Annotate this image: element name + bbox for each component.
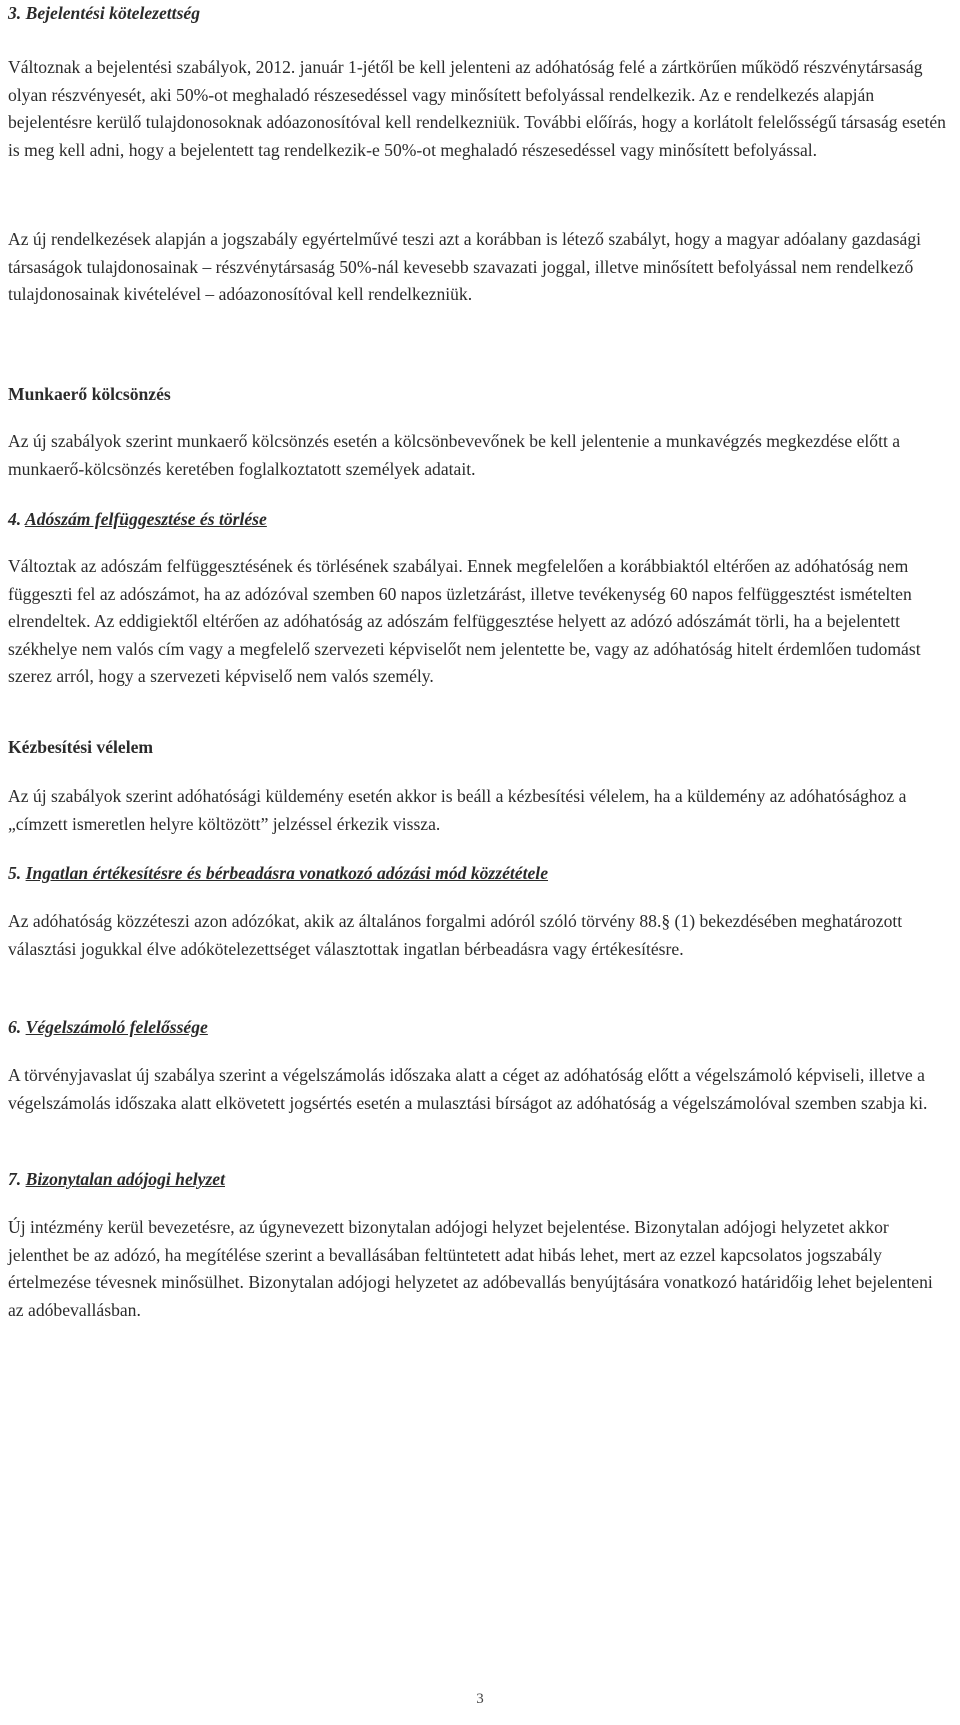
subheading-kezbesitesi: Kézbesítési vélelem bbox=[8, 737, 154, 757]
section-number: 4. bbox=[8, 509, 25, 529]
section-3-heading bbox=[8, 0, 200, 28]
section-4-heading bbox=[8, 506, 267, 534]
section-number: 7. bbox=[8, 1169, 26, 1189]
section-number: 6. bbox=[8, 1017, 26, 1037]
paragraph: Az új szabályok szerint munkaerő kölcsönzés esetén a kölcsönbevevőnek be kell jelentenie a munkavégzés megkezdése előtt a munkaerő-kölcsönzés keretében foglalkoztatott személyek adatait. bbox=[8, 431, 901, 479]
section-number: 5. bbox=[8, 863, 26, 883]
section-title: Bizonytalan adójogi helyzet bbox=[25, 1169, 226, 1189]
paragraph: Változtak az adószám felfüggesztésének és törlésének szabályai. Ennek megfelelően a korábbiaktól eltérően az adóhatóság nem függeszti fel az adószámot, ha az adózóval szemben 60 napos üzletzárást, illetve tevékenység 60 napos felfüggesztést ismételten elrendeltek. Az eddigiektől eltérően az adóhatóság az adószám felfüggesztése helyett az adózó adószámát törli, ha a bejelentett székhelye nem valós cím vagy a megfelelő szervezeti képviselőt nem jelentette be, vagy az adóhatóság hitelt érdemlően tudomást szerez arról, hogy a szervezeti képviselő nem valós személy. bbox=[8, 556, 921, 686]
paragraph: A törvényjavaslat új szabálya szerint a végelszámolás időszaka alatt a céget az adóhatóság előtt a végelszámoló képviseli, illetve a végelszámolás időszaka alatt elkövetett jogsértés esetén a mulasztási bírságot az adóhatóság a végelszámolóval szemben szabja ki. bbox=[8, 1065, 928, 1113]
paragraph: Az új rendelkezések alapján a jogszabály egyértelművé teszi azt a korábban is létező szabályt, hogy a magyar adóalany gazdasági társaságok tulajdonosainak – részvénytársaság 50%-nál kevesebb szavazati joggal, illetve minősített befolyással nem rendelkező tulajdonosainak kivételével – adóazonosítóval kell rendelkezniük. bbox=[8, 229, 922, 304]
paragraph: Az új szabályok szerint adóhatósági küldemény esetén akkor is beáll a kézbesítési vélelem, ha a küldemény az adóhatósághoz a „címzett ismeretlen helyre költözött” jelzéssel érkezik vissza. bbox=[8, 786, 907, 834]
paragraph: Változnak a bejelentési szabályok, 2012. január 1-jétől be kell jelenteni az adóhatóság felé a zártkörűen működő részvénytársaság olyan részvényesét, aki 50%-ot meghaladó részesedéssel vagy minősített befolyással rendelkezik. Az e rendelkezés alapján bejelentésre kerülő tulajdonosoknak adóazonosítóval kell rendelkezniük. További előírás, hogy a korlátolt felelősségű társaság esetén is meg kell adni, hogy a bejelentett tag rendelkezik-e 50%-ot meghaladó részesedéssel vagy minősített befolyással. bbox=[8, 57, 946, 160]
paragraph: Új intézmény kerül bevezetésre, az úgynevezett bizonytalan adójogi helyzet bejelentése. Bizonytalan adójogi helyzetet akkor jelenthet be az adózó, ha megítélése szerint a bevallásában feltüntetett adat hibás lehet, mert az ezzel kapcsolatos jogszabály értelmezése tévesnek minősülhet. Bizonytalan adójogi helyzetet az adóbevallás benyújtására vonatkozó határidőig lehet bejelenteni az adóbevallásban. bbox=[8, 1217, 933, 1320]
section-title: Bejelentési kötelezettség bbox=[25, 3, 201, 23]
page-number: 3 bbox=[476, 1691, 484, 1707]
section-5-heading bbox=[8, 860, 548, 888]
section-6-heading bbox=[8, 1014, 208, 1042]
section-title: Adószám felfüggesztése és törlése bbox=[24, 509, 267, 529]
section-title: Ingatlan értékesítésre és bérbeadásra vonatkozó adózási mód közzététele bbox=[25, 863, 549, 883]
section-number: 3. bbox=[8, 3, 26, 23]
subheading-munkaero: Munkaerő kölcsönzés bbox=[8, 384, 171, 404]
section-title: Végelszámoló felelőssége bbox=[25, 1017, 208, 1037]
paragraph: Az adóhatóság közzéteszi azon adózókat, akik az általános forgalmi adóról szóló törvény 88.§ (1) bekezdésében meghatározott választási jogukkal élve adókötelezettséget választottak ingatlan bérbeadásra vagy értékesítésre. bbox=[8, 911, 903, 959]
section-7-heading bbox=[8, 1166, 225, 1194]
